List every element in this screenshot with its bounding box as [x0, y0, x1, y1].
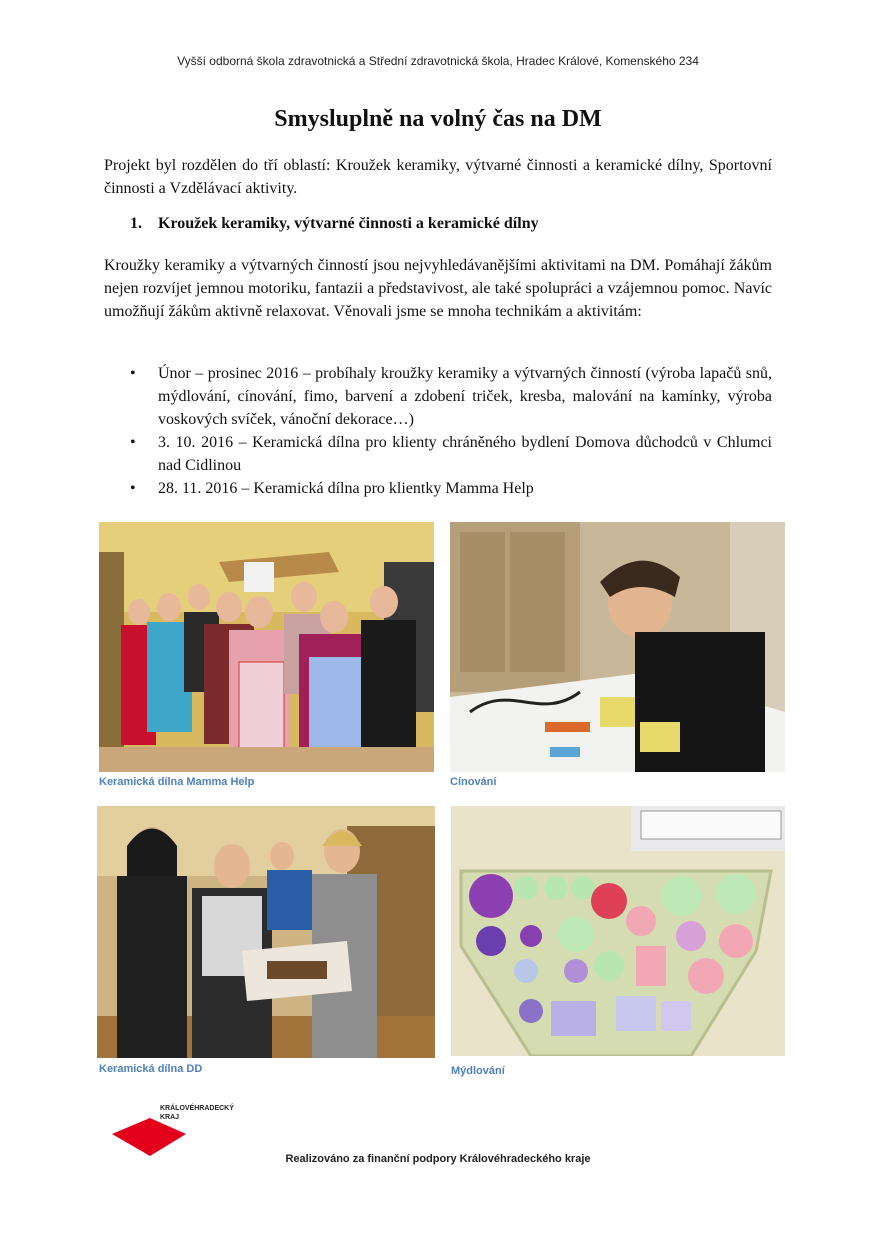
intro-paragraph: Projekt byl rozdělen do tří oblastí: Kroužek keramiky, výtvarné činnosti a keramické dílny, Sportovní činnosti a Vzdělávací aktivity. [104, 157, 772, 197]
photo-cinovani [450, 522, 785, 772]
photo-mydlovani [451, 806, 785, 1056]
section-title: Kroužek keramiky, výtvarné činnosti a keramické dílny [158, 215, 539, 232]
list-item: • 3. 10. 2016 – Keramická dílna pro klienty chráněného bydlení Domova důchodců v Chlumci nad Cidlinou [104, 431, 772, 477]
section-number: 1. [130, 215, 142, 232]
photo-caption: Keramická dílna DD [99, 1063, 203, 1075]
bullet-icon: • [130, 365, 136, 382]
list-item: • Únor – prosinec 2016 – probíhaly kroužky keramiky a výtvarných činností (výroba lapačů snů, mýdlování, cínování, fimo, barvení a zdobení triček, kresba, malování na kamínky, výroba voskových svíček, vánoční dekorace…) [104, 362, 772, 431]
kralovehradecky-kraj-logo [110, 1104, 250, 1160]
photo-caption: Cínování [450, 776, 497, 788]
page-title: Smysluplně na volný čas na DM [274, 106, 602, 132]
footer-text: Realizováno za finanční podpory Královéhradeckého kraje [285, 1153, 591, 1165]
logo-line1: KRÁLOVÉHRADECKÝ [160, 1105, 234, 1112]
section-body: Kroužky keramiky a výtvarných činností jsou nejvyhledávanějšími aktivitami na DM. Pomáhají žákům nejen rozvíjet jemnou motoriku, fantazii a představivost, ale také spolupráci a vzájemnou pomoc. Navíc umožňují žákům aktivně relaxovat. Věnovali jsme se mnoha technikám a aktivitám: [104, 257, 772, 320]
logo-line2: KRAJ [160, 1114, 180, 1121]
section-heading [130, 215, 539, 233]
page-header: Vyšší odborná škola zdravotnická a Střední zdravotnická škola, Hradec Králové, Komenského 234 [177, 54, 699, 68]
bullet-icon: • [130, 480, 136, 497]
list-item: • 28. 11. 2016 – Keramická dílna pro klientky Mamma Help [104, 477, 772, 500]
activity-list [104, 362, 772, 500]
photo-mamma-help [99, 522, 434, 772]
photo-caption: Mýdlování [451, 1065, 505, 1077]
photo-dilna-dd [97, 806, 435, 1058]
photo-caption: Keramická dílna Mamma Help [99, 776, 255, 788]
bullet-icon: • [130, 434, 136, 451]
